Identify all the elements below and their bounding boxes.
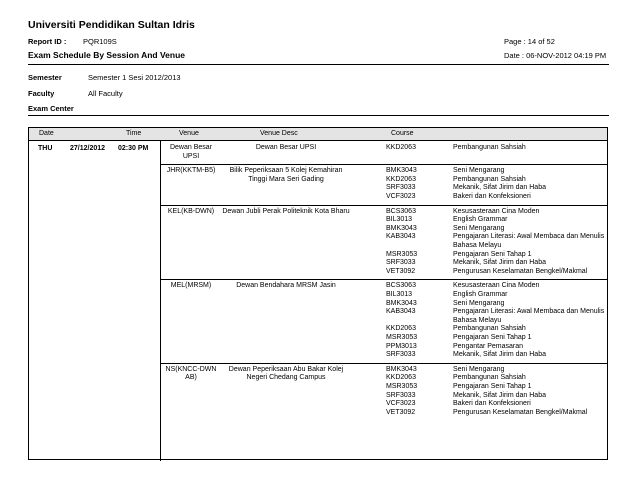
course-name: Mekanik, Sifat Jirim dan Haba xyxy=(453,184,546,192)
course-code: BCS3063 xyxy=(386,207,416,215)
course-code: VCF3023 xyxy=(386,400,416,408)
col-header-venue-desc: Venue Desc xyxy=(260,130,298,137)
venue-description: Dewan Jubli Perak Politeknik Kota Bharu xyxy=(222,207,350,215)
course-name: Kesusasteraan Cina Moden xyxy=(453,207,540,215)
course-code: BMK3043 xyxy=(386,224,417,232)
col-header-time: Time xyxy=(126,130,142,137)
venue-separator xyxy=(160,205,607,206)
page-number: Page : 14 of 52 xyxy=(504,37,555,46)
course-code: KAB3043 xyxy=(386,233,416,241)
session-date: 27/12/2012 xyxy=(70,145,106,152)
col-header-venue: Venue xyxy=(179,130,199,137)
course-name: Pengajaran Seni Tahap 1 xyxy=(453,383,532,390)
course-name: Seni Mengarang xyxy=(453,167,505,175)
course-name: Pembangunan Sahsiah xyxy=(453,175,526,183)
faculty-label: Faculty xyxy=(28,89,55,98)
venue-description: Dewan Besar UPSI xyxy=(255,144,317,151)
venue-column-divider xyxy=(160,141,161,461)
semester-value: Semester 1 Sesi 2012/2013 xyxy=(88,73,181,82)
course-name: Seni Mengarang xyxy=(453,299,505,307)
course-name: English Grammar xyxy=(453,291,508,298)
venue-name: KEL(KB-DWN) xyxy=(167,207,215,215)
table-header xyxy=(29,128,607,140)
course-code: VCF3023 xyxy=(386,193,416,200)
course-name: Seni Mengarang xyxy=(453,224,505,232)
venue-separator xyxy=(160,279,607,280)
report-id-label: Report ID : xyxy=(28,37,67,46)
course-name: Bakeri dan Konfeksioneri xyxy=(453,400,531,408)
course-name: Pembangunan Sahsiah xyxy=(453,144,526,151)
session-time: 02:30 PM xyxy=(118,145,149,152)
course-code: BIL3013 xyxy=(386,291,413,298)
header-divider xyxy=(28,64,609,65)
faculty-value: All Faculty xyxy=(88,89,123,98)
session-day: THU xyxy=(38,145,53,152)
semester-label: Semester xyxy=(28,73,62,82)
venue-name: NS(KNCC-DWN AB) xyxy=(165,365,217,382)
course-code: KKD2063 xyxy=(386,374,416,382)
course-name: Mekanik, Sifat Jirim dan Haba xyxy=(453,391,546,399)
venue-separator xyxy=(160,164,607,165)
course-name: Pengurusan Keselamatan Bengkel/Makmal xyxy=(453,267,588,275)
course-code: BMK3043 xyxy=(386,299,417,307)
course-code: MSR3053 xyxy=(386,383,418,390)
col-header-date: Date xyxy=(39,130,54,137)
course-name: Kesusasteraan Cina Moden xyxy=(453,282,540,290)
course-name: Mekanik, Sifat Jirim dan Haba xyxy=(453,351,546,359)
course-code: SRF3033 xyxy=(386,391,416,399)
course-code: SRF3033 xyxy=(386,351,416,359)
course-name: Bakeri dan Konfeksioneri xyxy=(453,193,531,200)
course-name: Pengurusan Keselamatan Bengkel/Makmal xyxy=(453,408,588,416)
report-id-value: PQR109S xyxy=(83,37,117,46)
exam-schedule-table xyxy=(28,127,608,460)
venue-name: MEL(MRSM) xyxy=(170,282,212,290)
course-code: BIL3013 xyxy=(386,216,413,224)
course-name: Seni Mengarang xyxy=(453,365,505,373)
university-title: Universiti Pendidikan Sultan Idris xyxy=(28,19,195,31)
course-code: VET3092 xyxy=(386,267,416,275)
course-code: KKD2063 xyxy=(386,325,416,333)
course-code: KKD2063 xyxy=(386,144,416,151)
venue-separator xyxy=(160,363,607,364)
course-name: English Grammar xyxy=(453,216,508,224)
course-name: Pengajaran Seni Tahap 1 xyxy=(453,334,532,341)
course-code: MSR3053 xyxy=(386,334,418,341)
course-name: Pengajaran Literasi: Awal Membaca dan Menulis Bahasa Melayu xyxy=(453,308,605,324)
course-name: Pembangunan Sahsiah xyxy=(453,325,526,333)
col-header-course: Course xyxy=(391,130,414,137)
report-title: Exam Schedule By Session And Venue xyxy=(28,50,185,60)
exam-center-label: Exam Center xyxy=(28,104,74,113)
venue-description: Dewan Bendahara MRSM Jasin xyxy=(236,282,336,290)
course-code: KKD2063 xyxy=(386,175,416,183)
course-code: BMK3043 xyxy=(386,365,417,373)
course-code: VET3092 xyxy=(386,408,416,416)
course-code: SRF3033 xyxy=(386,184,416,192)
report-date: Date : 06-NOV-2012 04:19 PM xyxy=(504,51,607,60)
info-divider xyxy=(28,115,609,116)
course-code: PPM3013 xyxy=(386,342,417,350)
venue-name: Dewan Besar UPSI xyxy=(169,144,213,160)
course-code: KAB3043 xyxy=(386,308,416,316)
course-name: Mekanik, Sifat Jirim dan Haba xyxy=(453,259,546,267)
course-name: Pengantar Pemasaran xyxy=(453,342,524,350)
course-name: Pengajaran Seni Tahap 1 xyxy=(453,250,532,258)
header-underline xyxy=(29,140,607,141)
course-code: BCS3063 xyxy=(386,282,416,290)
course-code: SRF3033 xyxy=(386,259,416,267)
course-code: MSR3053 xyxy=(386,250,418,258)
venue-name: JHR(KKTM-B5) xyxy=(166,167,216,175)
course-code: BMK3043 xyxy=(386,167,417,175)
venue-description: Dewan Peperiksaan Abu Bakar Kolej Negeri Chedang Campus xyxy=(228,365,344,382)
venue-description: Bilik Peperiksaan 5 Kolej Kemahiran Tinggi Mara Seri Gading xyxy=(229,167,343,183)
course-name: Pembangunan Sahsiah xyxy=(453,374,526,382)
course-name: Pengajaran Literasi: Awal Membaca dan Menulis Bahasa Melayu xyxy=(453,233,605,249)
